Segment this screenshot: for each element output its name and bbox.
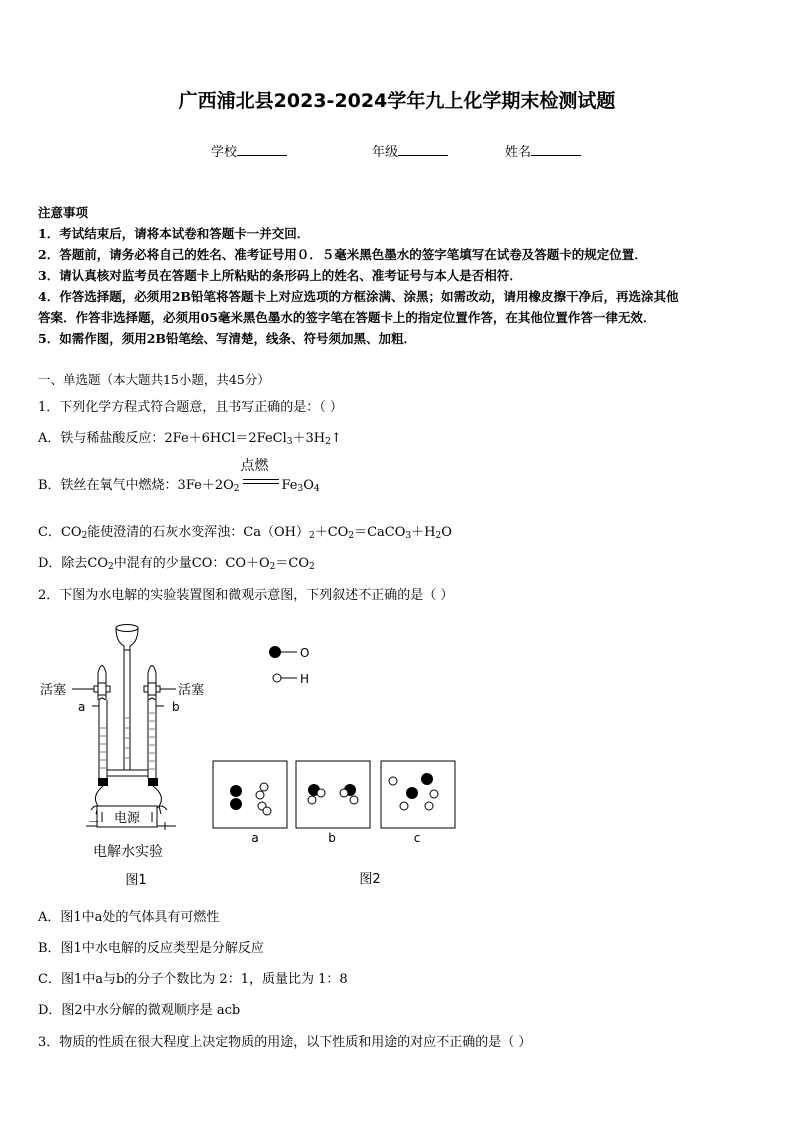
molecule-box-b bbox=[296, 761, 370, 828]
minus-sign: － bbox=[88, 815, 101, 829]
oxygen-atom-legend bbox=[269, 646, 281, 658]
legend-o-label: O bbox=[300, 646, 310, 660]
notice-item: 2．答题前，请务必将自己的姓名、准考证号用０．５毫米黑色墨水的签字笔填写在试卷及答题卡的规定位置． bbox=[38, 247, 647, 262]
name-field[interactable] bbox=[505, 141, 581, 160]
reaction-condition: 点燃 bbox=[240, 458, 269, 474]
notice-item: 5．如需作图，须用2B铅笔绘、写清楚，线条、符号须加黑、加粗． bbox=[38, 331, 416, 346]
q2-option-d[interactable]: D．图2中水分解的微观顺序是 acb bbox=[38, 1003, 241, 1018]
box-a-label: a bbox=[251, 831, 259, 845]
school-blank[interactable] bbox=[237, 143, 287, 156]
figure-2-label: 图2 bbox=[359, 872, 381, 887]
notice-item: 1．考试结束后，请将本试卷和答题卡一并交回． bbox=[38, 226, 310, 241]
notice-item: 3．请认真核对监考员在答题卡上所粘贴的条形码上的姓名、准考证号与本人是否相符． bbox=[38, 268, 522, 283]
grade-label: 年级 bbox=[372, 145, 399, 160]
section-heading: 一、单选题（本大题共15小题，共45分） bbox=[38, 372, 270, 387]
school-label: 学校 bbox=[211, 145, 238, 160]
name-blank[interactable] bbox=[531, 143, 581, 156]
figure-1-label: 图1 bbox=[125, 873, 147, 888]
figure-1-caption: 电解水实验 bbox=[93, 844, 163, 860]
question-1-stem: 1．下列化学方程式符合题意，且书写正确的是：（ ） bbox=[38, 400, 343, 415]
notice-item: 答案．作答非选择题，必须用05毫米黑色墨水的签字笔在答题卡上的指定位置作答，在其他位置作答一律无效． bbox=[38, 310, 656, 325]
molecule-box-a bbox=[213, 761, 287, 828]
question-3-stem: 3．物质的性质在很大程度上决定物质的用途，以下性质和用途的对应不正确的是（ ） bbox=[38, 1035, 532, 1050]
hydrogen-atom-legend bbox=[273, 674, 281, 682]
notice-heading: 注意事项 bbox=[38, 205, 89, 220]
molecule-box-c bbox=[381, 761, 455, 828]
q2-option-b[interactable]: B．图1中水电解的反应类型是分解反应 bbox=[38, 941, 264, 956]
school-field[interactable] bbox=[211, 141, 287, 160]
grade-field[interactable] bbox=[372, 141, 448, 160]
page-title: 广西浦北县2023-2024学年九上化学期末检测试题 bbox=[178, 90, 616, 112]
tube-b-label: b bbox=[172, 700, 180, 714]
legend-h-label: H bbox=[300, 672, 310, 686]
q2-option-c[interactable]: C．图1中a与b的分子个数比为 2：1，质量比为 1：8 bbox=[38, 972, 348, 987]
tube-a-label: a bbox=[78, 700, 86, 714]
plus-sign: + bbox=[160, 819, 171, 833]
q1-option-c[interactable]: C．$CO_2$能使澄清的石灰水变浑浊：$Ca(OH)_2+CO_2=CaCO_3+H_2O$ bbox=[38, 525, 452, 541]
question-2-stem: 2．下图为水电解的实验装置图和微观示意图，下列叙述不正确的是（ ） bbox=[38, 588, 454, 603]
box-c-label: c bbox=[413, 831, 421, 845]
notice-item: 4．作答选择题，必须用2B铅笔将答题卡上对应选项的方框涂满、涂黑；如需改动，请用橡皮擦干净后，再选涂其他 bbox=[38, 289, 679, 304]
q1-option-b[interactable]: B．铁丝在氧气中燃烧：$3Fe+2O_2$ 点燃 $Fe_3O_4$ bbox=[38, 474, 320, 493]
power-supply-label: 电源 bbox=[113, 811, 141, 826]
microscopic-figure bbox=[205, 640, 465, 890]
electrolysis-figure bbox=[36, 618, 226, 893]
stopcock-right-label: 活塞 bbox=[178, 683, 205, 698]
q2-option-a[interactable]: A．图1中a处的气体具有可燃性 bbox=[38, 910, 220, 925]
q1-option-d[interactable]: D．除去$CO_2$中混有的少量CO：$CO+O_2=CO_2$ bbox=[38, 556, 315, 572]
reaction-arrow bbox=[240, 458, 279, 489]
stopcock-left-label: 活塞 bbox=[40, 683, 67, 698]
grade-blank[interactable] bbox=[398, 143, 448, 156]
q1-option-a[interactable]: A．铁与稀盐酸反应：$2Fe+6HCl=2FeCl_3+3H_2↑$ bbox=[38, 431, 342, 447]
name-label: 姓名 bbox=[505, 145, 532, 160]
box-b-label: b bbox=[328, 831, 336, 845]
